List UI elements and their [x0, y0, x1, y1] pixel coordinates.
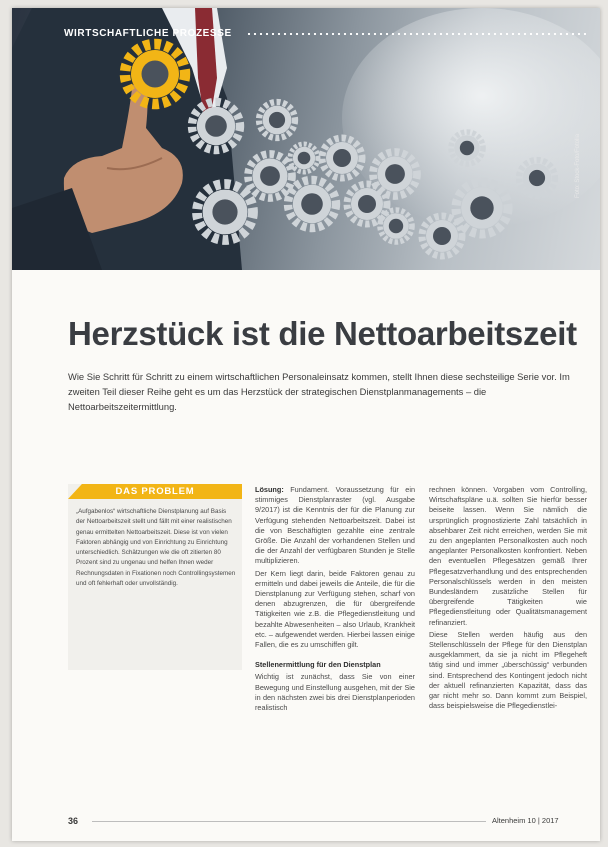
problem-text: „Aufgabenlos“ wirtschaftliche Dienstplanung auf Basis der Nettoarbeitszeit stellt und fällt mit einer realistischen genau ermittelten Nettoarbeitszeit. Diese ist von vielen Faktoren abhängig und von Einrichtung zu Einrichtung unterschiedlich. Schätzungen wie die oft zitierten 80 Prozent sind zu ungenau und helfen Ihnen weder Rechnungsdaten in Fixationen noch Controllingsystemen und oft fehlerhaft oder unvollständig.	[76, 508, 236, 588]
article-lead: Wie Sie Schritt für Schritt zu einem wirtschaftlichen Personaleinsatz kommen, stellt Ihnen diese sechsteilige Serie vor. Im zweiten Teil dieser Reihe geht es um das Herzstück der strategischen Dienstplanmanagements – die Nettoarbeitszeitermittlung.	[68, 371, 570, 412]
photo-credit: Foto: Stock-Foto/Fotolia	[575, 133, 581, 198]
page-number: 36	[68, 816, 79, 826]
publication-info: Altenheim 10 | 2017	[492, 816, 559, 825]
paragraph	[255, 485, 415, 567]
article-headline: Herzstück ist die Nettoarbeitszeit	[68, 315, 577, 352]
problem-title: DAS PROBLEM	[115, 486, 195, 497]
body-column-2	[255, 485, 415, 715]
paragraph-text: Fundament. Voraussetzung für ein stimmiges Dienstplanraster (vgl. Ausgabe 9/2017) ist die Kenntnis der für die Planung zur Verfügung stehenden Nettoarbeitszeit. Dabei ist die von Beschäftigten gezahlte eine zentrale Größe. Die Anzahl der vorhandenen Stellen und die der Anzahl der verfügbaren Stunden je Stelle multiplizieren.	[255, 485, 415, 566]
hero-image	[12, 8, 600, 270]
paragraph: Wichtig ist zunächst, dass Sie von einer Bewegung und Einstellung ausgehen, mit der Sie in den nächsten zwei bis drei Dienstplanperioden realistisch	[255, 672, 415, 713]
body-column-3	[429, 485, 587, 713]
paragraph: rechnen können. Vorgaben vom Controlling, Wirtschaftspläne u.ä. sollten Sie hierfür besser beiseite lassen. Wenn Sie nämlich die ursprünglich prognostizierte Zahl tatsächlich in absehbarer Zeit nicht erreichen, werden Sie mit zu den angeplanten Personalkosten auch noch angeplanter Personalkosten konfrontiert. Neben den eventuellen Pflegesätzen gemäß Ihrer Pflegesatzverhandlung und des entsprechenden Personalschlüssels werden in den meisten Bundesländern zusätzliche Stellen für übergreifende Tätigkeiten wie Pflegedienstleitung oder Qualitätsmanagement refinanziert.	[429, 485, 587, 627]
subheading: Stellenermittlung für den Dienstplan	[255, 660, 381, 670]
section-label: WIRTSCHAFTLICHE PROZESSE	[64, 28, 232, 39]
paragraph: Diese Stellen werden häufig aus den Stellenschlüsseln der Pflege für den Dienstplan ausgeklammert, da sie ja nicht im Pflegeheft tätig sind und immer „überschüssig“ verbunden sind. Entsprechend des Kontingent jedoch nicht der aktuell refinanzierten Kapazität, dass das gar nicht mehr so. Dann kommt zum Beispiel, dass beispielsweise die Pflegedienstlei-	[429, 629, 587, 711]
problem-sidebar	[68, 484, 242, 670]
paragraph: Der Kern liegt darin, beide Faktoren genau zu ermitteln und dabei jeweils die Anteile, die für die Dienstplanung zur Verfügung stehen, scharf von denen abzugrenzen, die für übergreifende Tätigkeiten wie z.B. die Pflegedienstleitung und bezahlte Abwesenheiten – also Urlaub, Krankheit etc. – aufgewendet werden. Hierbei lassen einige Fallen, die es zu umschiffen gilt.	[255, 568, 415, 650]
gears-illustration	[12, 8, 600, 270]
solution-label: Lösung:	[255, 485, 284, 494]
footer-rule	[92, 821, 486, 822]
magazine-page	[12, 8, 600, 841]
section-divider-dots	[246, 33, 586, 35]
